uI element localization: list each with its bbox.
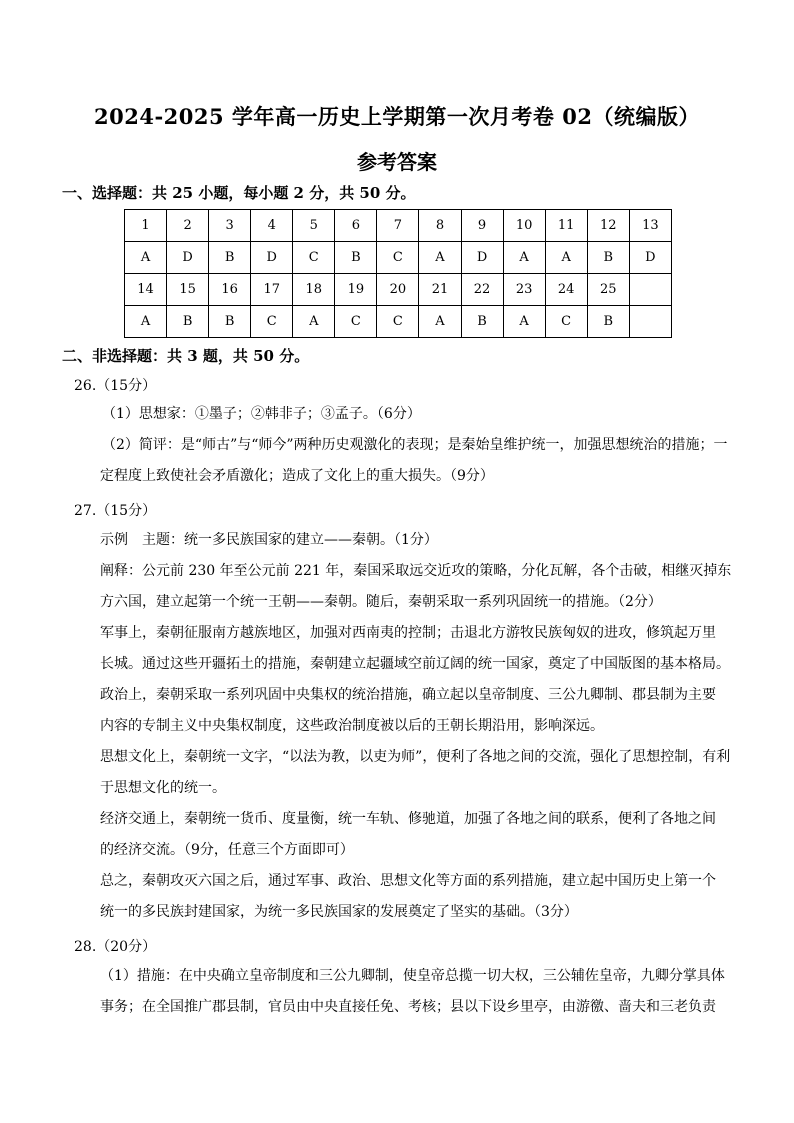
answer-row xyxy=(125,242,672,274)
question-number-cell: 21 xyxy=(419,274,461,306)
q27-line: 阐释：公元前 230 年至公元前 221 年，秦国采取远交近攻的策略，分化瓦解，各个击破，相继灭掉东 xyxy=(100,563,732,579)
question-number-cell: 24 xyxy=(545,274,587,306)
question-number-cell: 15 xyxy=(167,274,209,306)
document-title: 2024-2025 学年高一历史上学期第一次月考卷 02（统编版） xyxy=(94,104,700,129)
question-number-cell: 22 xyxy=(461,274,503,306)
question-number-cell: 6 xyxy=(335,210,377,242)
question-28-number: 28.（20分） xyxy=(74,939,157,955)
q26-part2-line1: （2）简评：是“师古”与“师今”两种历史观激化的表现；是秦始皇维护统一，加强思想统治的措施；一 xyxy=(102,437,728,453)
answer-cell: C xyxy=(251,306,293,338)
q27-line: 思想文化上，秦朝统一文字，“以法为教，以吏为师”，便利了各地之间的交流，强化了思想控制，有利 xyxy=(100,749,731,765)
answer-cell: A xyxy=(503,306,545,338)
answer-cell: B xyxy=(335,242,377,274)
document-subtitle: 参考答案 xyxy=(357,150,437,174)
question-number-cell: 25 xyxy=(587,274,629,306)
question-number-cell: 7 xyxy=(377,210,419,242)
answer-cell: C xyxy=(377,242,419,274)
q28-part1-line2: 事务；在全国推广郡县制，官员由中央直接任免、考核；县以下设乡里亭，由游徼、啬夫和三老负责 xyxy=(100,999,716,1015)
q26-part2-line2: 定程度上致使社会矛盾激化；造成了文化上的重大损失。（9分） xyxy=(100,468,494,484)
question-number-cell: 3 xyxy=(209,210,251,242)
answer-table xyxy=(124,209,672,338)
answer-cell: B xyxy=(167,306,209,338)
question-26-answer xyxy=(102,399,728,461)
question-number-cell: 5 xyxy=(293,210,335,242)
answer-cell: A xyxy=(545,242,587,274)
answer-cell: C xyxy=(377,306,419,338)
question-number-cell: 17 xyxy=(251,274,293,306)
answer-cell: A xyxy=(125,306,167,338)
answer-cell: D xyxy=(251,242,293,274)
answer-cell: C xyxy=(545,306,587,338)
question-number-cell: 4 xyxy=(251,210,293,242)
question-number-cell xyxy=(629,274,671,306)
question-number-cell: 9 xyxy=(461,210,503,242)
question-number-cell: 1 xyxy=(125,210,167,242)
answer-cell: C xyxy=(293,242,335,274)
question-26-number: 26.（15分） xyxy=(74,378,157,394)
question-number-cell: 8 xyxy=(419,210,461,242)
q26-part1: （1）思想家：①墨子；②韩非子；③孟子。（6分） xyxy=(102,406,421,422)
question-number-cell: 2 xyxy=(167,210,209,242)
answer-cell: B xyxy=(587,242,629,274)
question-number-cell: 16 xyxy=(209,274,251,306)
question-number-cell: 19 xyxy=(335,274,377,306)
q27-line: 总之，秦朝攻灭六国之后，通过军事、政治、思想文化等方面的系列措施，建立起中国历史上第一个 xyxy=(100,873,716,889)
q27-line: 长城。通过这些开疆拓土的措施，秦朝建立起疆域空前辽阔的统一国家，奠定了中国版图的基本格局。 xyxy=(100,656,730,672)
answer-cell xyxy=(629,306,671,338)
question-number-cell: 20 xyxy=(377,274,419,306)
question-28-answer xyxy=(100,961,725,1023)
answer-cell: B xyxy=(461,306,503,338)
answer-cell: A xyxy=(419,242,461,274)
q28-part1-line1: （1）措施：在中央确立皇帝制度和三公九卿制，使皇帝总揽一切大权，三公辅佐皇帝，九卿分掌具体 xyxy=(100,968,725,984)
q27-line: 方六国，建立起第一个统一王朝——秦朝。随后，秦朝采取一系列巩固统一的措施。（2分） xyxy=(100,594,662,610)
answer-cell: A xyxy=(293,306,335,338)
q27-line: 于思想文化的统一。 xyxy=(100,780,226,796)
question-27-number: 27.（15分） xyxy=(74,503,157,519)
answer-row xyxy=(125,306,672,338)
section-1-heading: 一、选择题：共 25 小题，每小题 2 分，共 50 分。 xyxy=(62,184,416,202)
question-26-answer-cont xyxy=(100,461,494,492)
answer-cell: B xyxy=(587,306,629,338)
question-number-cell: 18 xyxy=(293,274,335,306)
question-number-cell: 23 xyxy=(503,274,545,306)
question-27-answer xyxy=(100,525,731,928)
answer-cell: A xyxy=(419,306,461,338)
question-number-cell: 10 xyxy=(503,210,545,242)
question-number-row xyxy=(125,274,672,306)
answer-cell: A xyxy=(503,242,545,274)
answer-cell: D xyxy=(629,242,671,274)
answer-cell: B xyxy=(209,242,251,274)
question-number-row xyxy=(125,210,672,242)
question-number-cell: 11 xyxy=(545,210,587,242)
answer-cell: B xyxy=(209,306,251,338)
question-number-cell: 13 xyxy=(629,210,671,242)
question-number-cell: 12 xyxy=(587,210,629,242)
question-number-cell: 14 xyxy=(125,274,167,306)
answer-cell: A xyxy=(125,242,167,274)
section-2-heading: 二、非选择题：共 3 题，共 50 分。 xyxy=(62,347,310,365)
q27-line: 政治上，秦朝采取一系列巩固中央集权的统治措施，确立起以皇帝制度、三公九卿制、郡县制为主要 xyxy=(100,687,716,703)
q27-line: 示例 主题：统一多民族国家的建立——秦朝。（1分） xyxy=(100,532,438,548)
answer-cell: D xyxy=(461,242,503,274)
q27-line: 统一的多民族封建国家，为统一多民族国家的发展奠定了坚实的基础。（3分） xyxy=(100,904,578,920)
answer-cell: D xyxy=(167,242,209,274)
q27-line: 内容的专制主义中央集权制度，这些政治制度被以后的王朝长期沿用，影响深远。 xyxy=(100,718,604,734)
q27-line: 军事上，秦朝征服南方越族地区，加强对西南夷的控制；击退北方游牧民族匈奴的进攻，修筑起万里 xyxy=(100,625,716,641)
q27-line: 的经济交流。（9分，任意三个方面即可） xyxy=(100,842,354,858)
answer-cell: C xyxy=(335,306,377,338)
q27-line: 经济交通上，秦朝统一货币、度量衡，统一车轨、修驰道，加强了各地之间的联系，便利了各地之间 xyxy=(100,811,716,827)
